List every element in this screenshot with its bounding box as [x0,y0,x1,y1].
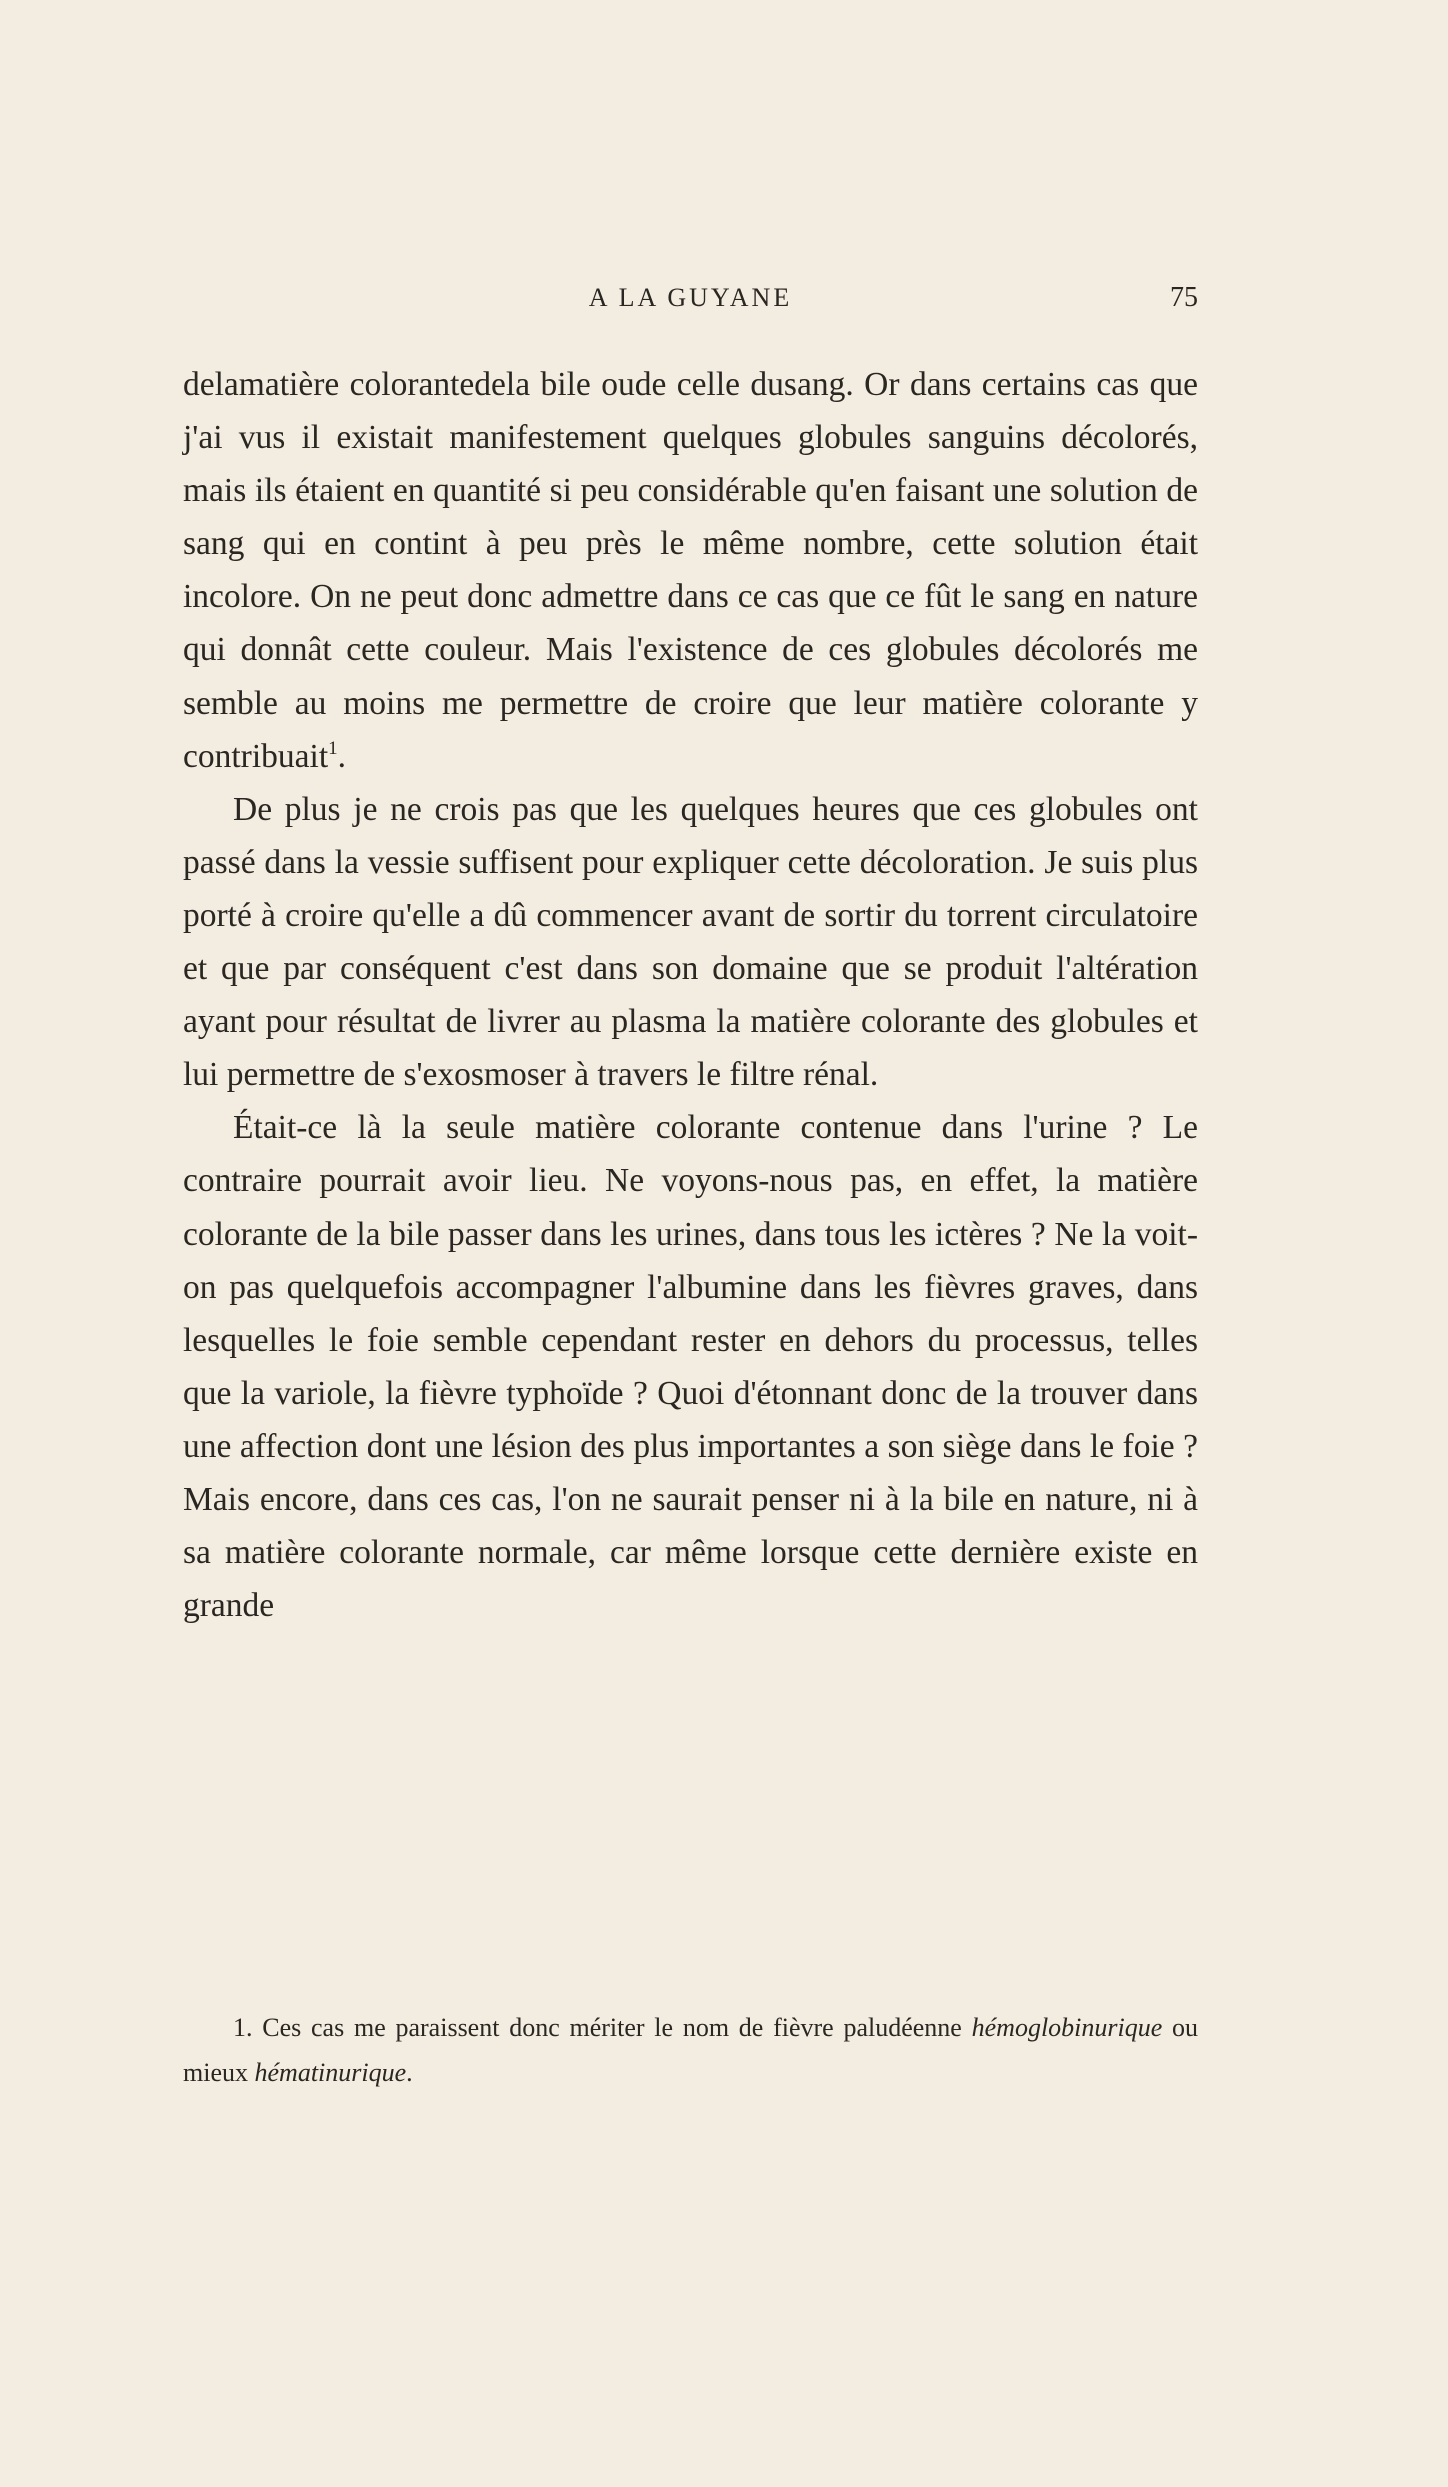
footnote-reference[interactable]: 1 [328,737,338,759]
footnote-text: Ces cas me paraissent donc mériter le nom de fièvre paludéenne [262,2013,962,2042]
running-head [183,278,1198,318]
body-text [183,358,1198,1632]
paragraph-3: Était-ce là la seule matière colorante contenue dans l'urine ? Le contraire pourrait avoir lieu. Ne voyons-nous pas, en effet, la matière colorante de la bile passer dans les urines, dans tous les ictères ? Ne la voit-on pas quelquefois accompagner l'albumine dans les fièvres graves, dans lesquelles le foie semble cependant rester en dehors du processus, telles que la variole, la fièvre typhoïde ? Quoi d'étonnant donc de la trouver dans une affection dont une lésion des plus importantes a son siège dans le foie ? Mais encore, dans ces cas, l'on ne saurait penser ni à la bile en nature, ni à sa matière colorante normale, car même lorsque cette dernière existe en grande [183,1109,1198,1625]
footnote-term-hemoglobinurique: hémoglobinurique [971,2013,1163,2042]
footnote-end: . [406,2058,413,2087]
footnote-connector: ou mieux [183,2013,1199,2087]
paragraph-2: De plus je ne crois pas que les quelques heures que ces globules ont passé dans la vessie suffisent pour expliquer cette décoloration. Je suis plus porté à croire qu'elle a dû commencer avant de sortir du torrent circulatoire et que par conséquent c'est dans son domaine que se produit l'altération ayant pour résultat de livrer au plasma la matière colorante des globules et lui permettre de s'exosmoser à travers le filtre rénal. [183,790,1198,1094]
page-number: 75 [1170,282,1198,313]
footnote [183,2005,1198,2095]
paragraph-1-text: delamatière colorantedela bile oude celle dusang. Or dans certains cas que j'ai vus il existait manifestement quelques globules sanguins décolorés, mais ils étaient en quantité si peu considérable qu'en faisant une solution de sang qui en contint à peu près le même nombre, cette solution était incolore. On ne peut donc admettre dans ce cas que ce fût le sang en nature qui donnât cette couleur. Mais l'existence de ces globules décolorés me semble au moins me permettre de croire que leur matière colorante y contribuait [183,366,1198,775]
running-title: A LA GUYANE [588,283,793,312]
paragraph-1-end: . [337,737,346,775]
footnote-term-hematinurique: hématinurique [254,2058,407,2087]
footnote-number: 1. [233,2013,253,2042]
paragraph-1 [183,358,1198,783]
